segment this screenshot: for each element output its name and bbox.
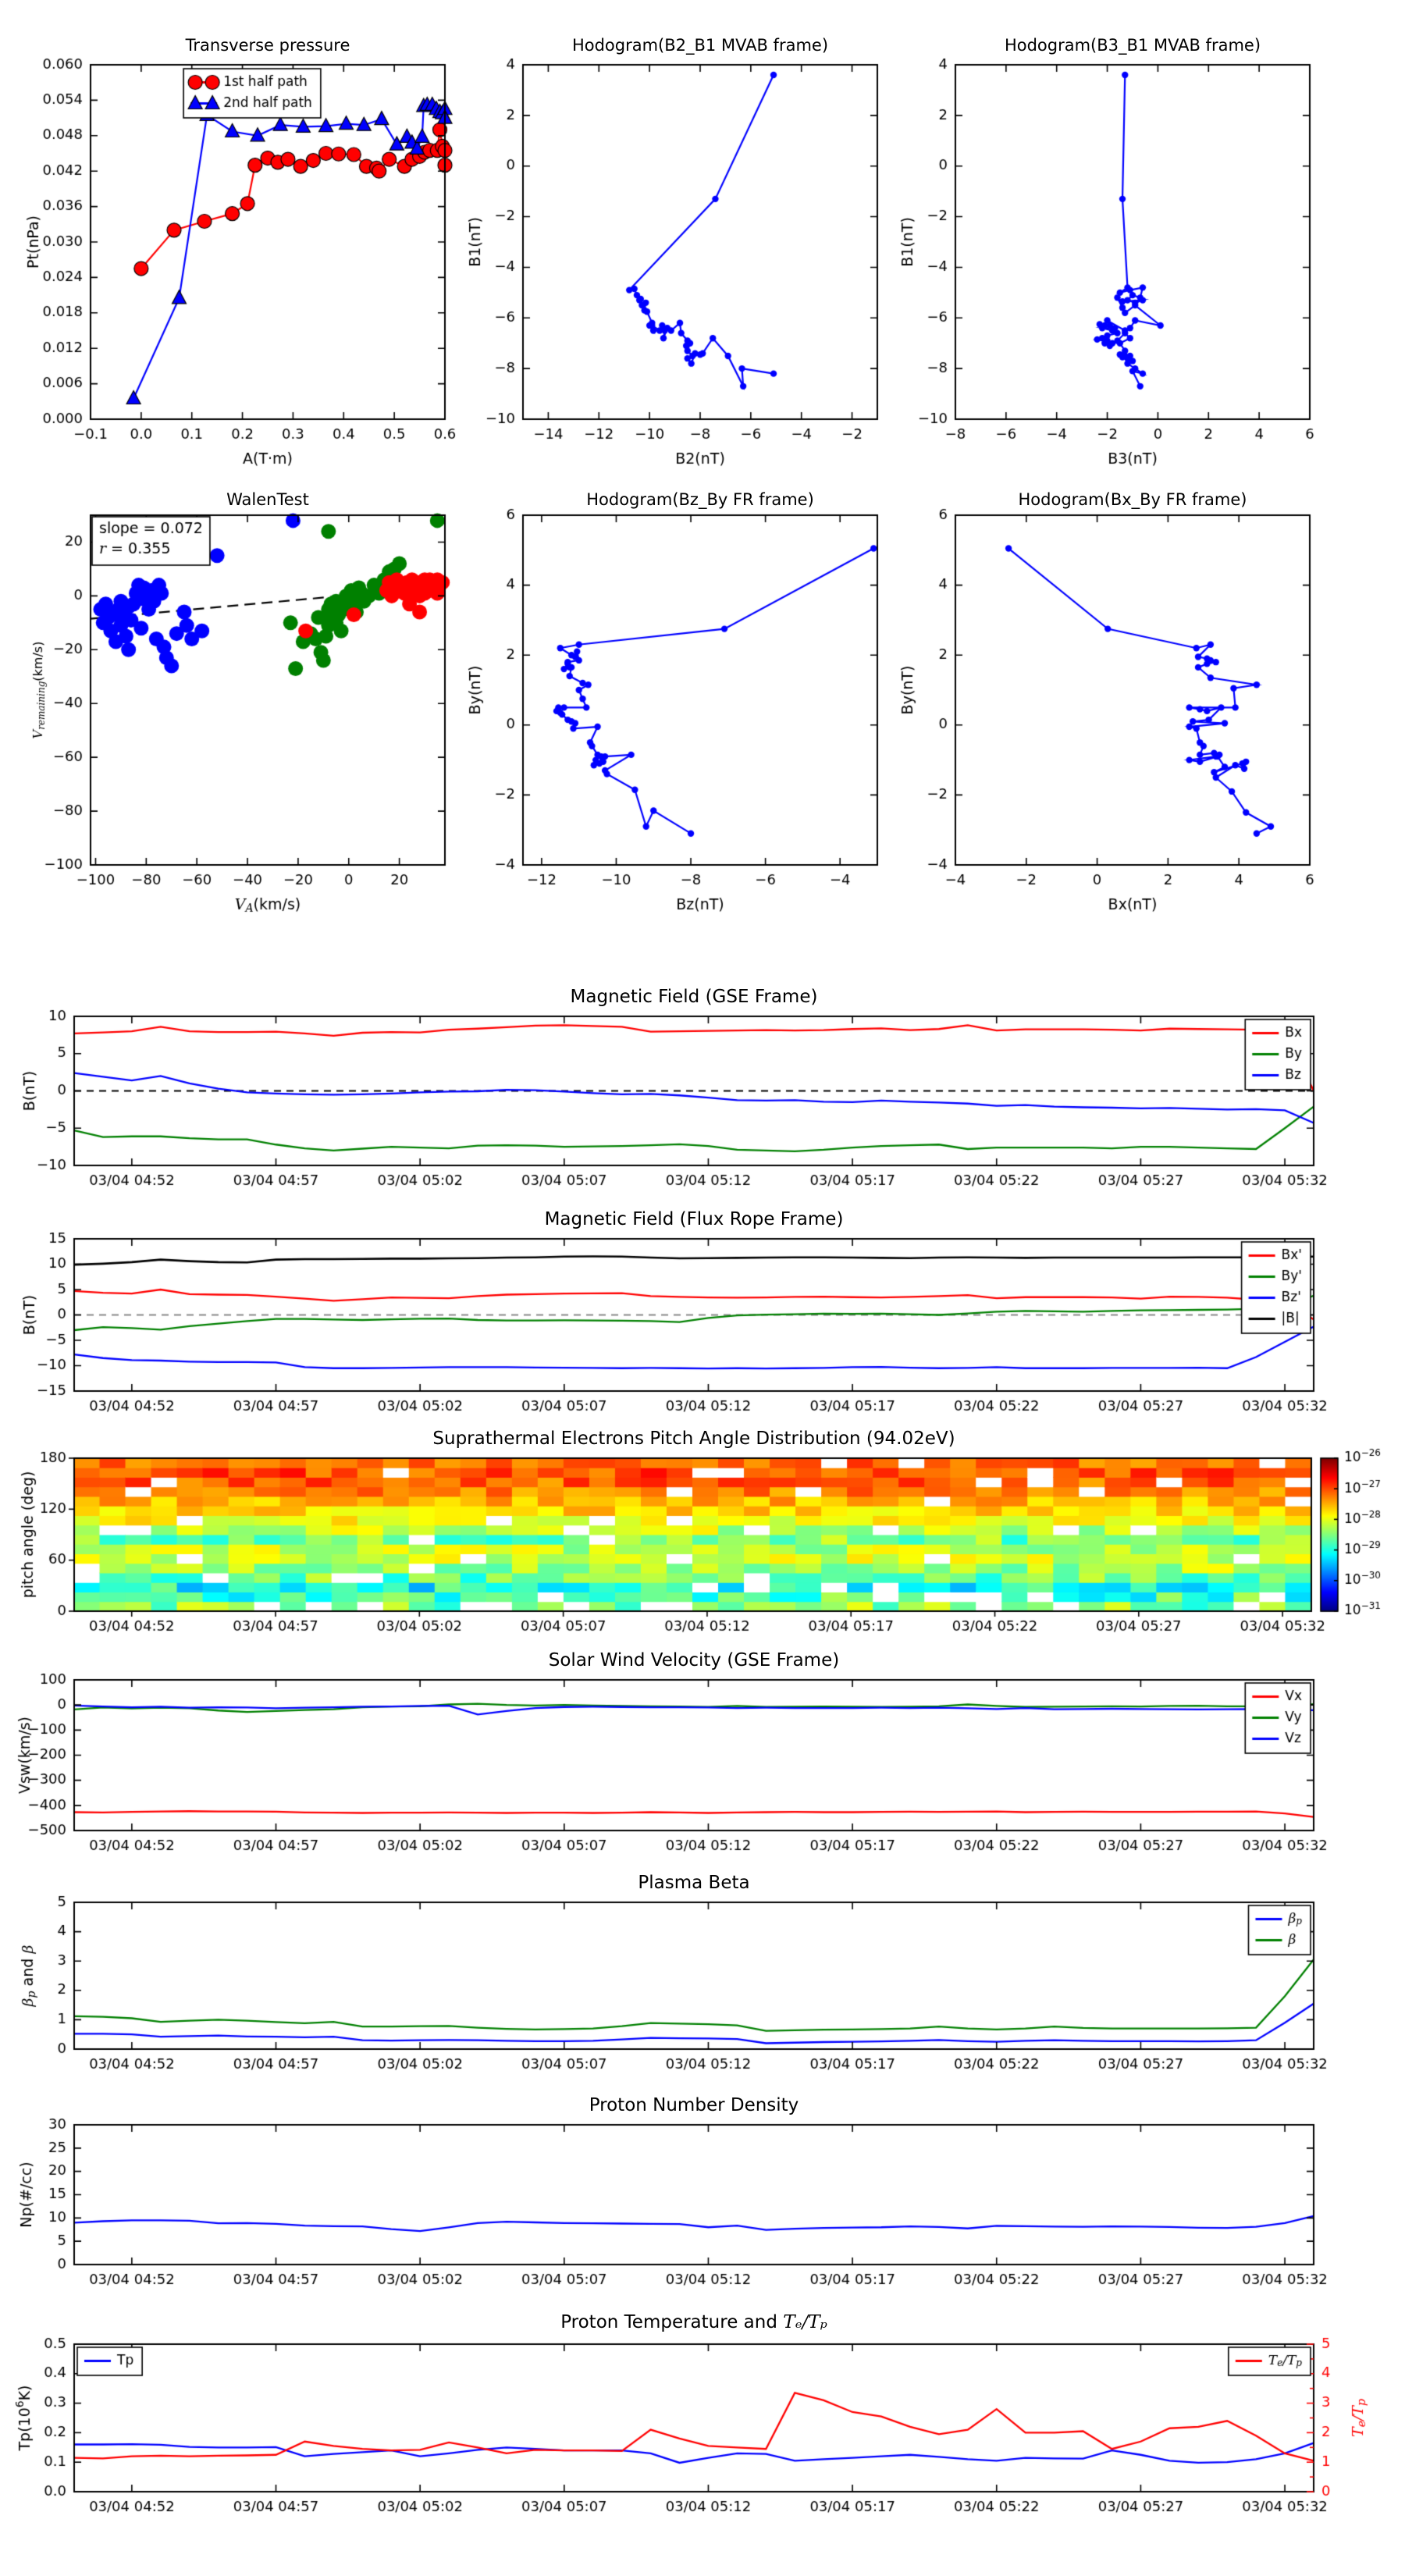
title-walen-test: WalenTest [226, 490, 309, 509]
title-hodogram-bzby: Hodogram(Bz_By FR frame) [586, 490, 814, 509]
title-hodogram-b3b1: Hodogram(B3_B1 MVAB frame) [1004, 36, 1261, 55]
title-proton-temperature-text: Proton Temperature and [560, 2312, 784, 2332]
title-plasma-beta: Plasma Beta [638, 1873, 750, 1893]
title-solar-wind-velocity: Solar Wind Velocity (GSE Frame) [548, 1650, 840, 1670]
title-proton-number-density: Proton Number Density [589, 2095, 799, 2115]
title-hodogram-b2b1: Hodogram(B2_B1 MVAB frame) [571, 36, 829, 55]
title-pitch-angle-distribution: Suprathermal Electrons Pitch Angle Distribution (94.02eV) [432, 1429, 955, 1449]
title-te-tp-math: Tₑ/Tₚ [783, 2312, 827, 2332]
title-hodogram-bxby: Hodogram(Bx_By FR frame) [1018, 490, 1247, 509]
title-magnetic-field-gse: Magnetic Field (GSE Frame) [570, 987, 818, 1007]
title-transverse-pressure: Transverse pressure [185, 36, 350, 55]
title-magnetic-field-flux-rope: Magnetic Field (Flux Rope Frame) [544, 1209, 844, 1229]
